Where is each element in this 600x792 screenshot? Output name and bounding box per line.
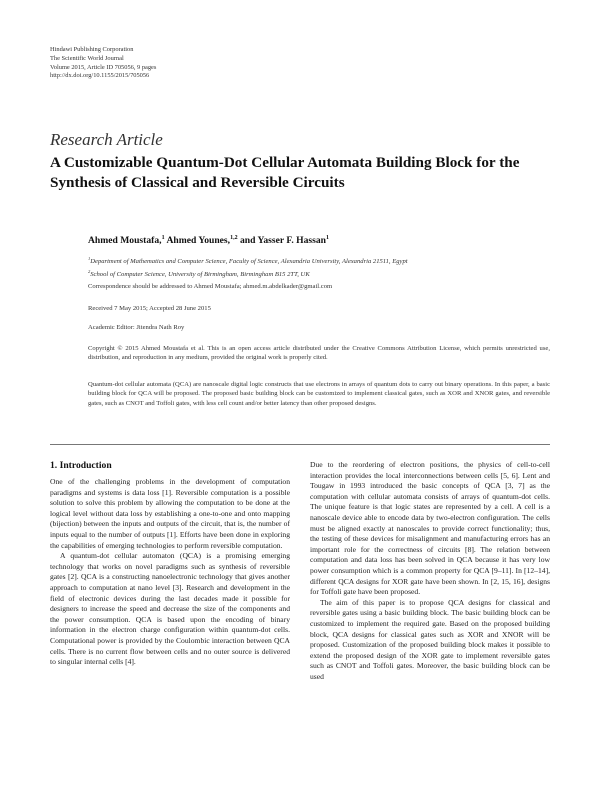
article-type: Research Article	[50, 130, 163, 149]
author-name: and Yasser F. Hassan	[239, 235, 326, 247]
affiliations	[88, 254, 550, 279]
publisher: Hindawi Publishing Corporation	[50, 46, 134, 53]
affiliation	[88, 254, 550, 267]
author-name: Ahmed Moustafa,	[88, 235, 162, 247]
abstract: Quantum-dot cellular automata (QCA) are nanoscale digital logic constructs that use electrons in arrays of quantum dots to carry out binary operations. In this paper, a basic building block for QCA will be proposed. The proposed basic building block can be customized to implement classical gates, such as XOR and XNOR gates, and reversible gates, such as CNOT and Toffoli gates, with less cell count and/or better latency than other proposed designs.	[88, 381, 550, 407]
volume-info: Volume 2015, Article ID 705056, 9 pages	[50, 63, 157, 71]
author-affiliation-mark: 1	[325, 235, 329, 241]
author-list	[88, 235, 329, 246]
divider	[50, 444, 550, 445]
journal-name: The Scientific World Journal	[50, 54, 124, 62]
affiliation-text: Department of Mathematics and Computer Science, Faculty of Science, Alexandria University, Alexandria 21511, Egypt	[90, 258, 408, 266]
affiliation	[88, 267, 550, 280]
author-affiliation-mark: 1	[161, 235, 165, 241]
author-affiliation-mark: 1,2	[230, 235, 238, 241]
paragraph: One of the challenging problems in the development of computation paradigms and systems is data loss [1]. Reversible computation is a possible solution to solve this problem by allowing the computation to be done at the logical level without data loss by establishing a one-to-one and onto mapping (bijection) between the inputs and outputs of the circuit, that is, the number of inputs equal to the number of outputs [1]. Efforts have been done in exploring the capabilities of emerging technologies to perform reversible computation.	[50, 477, 290, 550]
section-heading: 1. Introduction	[50, 460, 112, 471]
paragraph: A quantum-dot cellular automaton (QCA) is a promising emerging technology that works on novel paradigms such as synthesis of reversible gates [2]. QCA is a constructing nanoelectronic technology that gives another approach to computation at nano level [3]. Research and development in the field of electronic devices during the last decades made it possible for designers to increase the speed and decrease the size of the components and the power consumption. QCA is based upon the encoding of binary information in the electron charge configuration within quantum-dot cells. Computational power is provided by the Coulombic interaction between QCA cells. There is no current flow between cells and no outer source is delivered to singular internal cells [4].	[50, 551, 290, 667]
right-column	[310, 460, 550, 682]
copyright-notice: Copyright © 2015 Ahmed Moustafa et al. This is an open access article distributed under the Creative Commons Attribution License, which permits unrestricted use, distribution, and reproduction in any medium, provided the original work is properly cited.	[88, 345, 550, 362]
author-name: Ahmed Younes,	[166, 235, 231, 247]
paragraph: The aim of this paper is to propose QCA designs for classical and reversible gates using a basic building block. The basic building block can be customized to implement the required gate. Based on the proposed building block, QCA designs for classical gates such as XOR and XNOR will be proposed. Customization of the proposed building block makes it possible to extend the proposed design of the XOR gate to implement reversible gates such as CNOT and Toffoli gates. Moreover, the basic building block can be used	[310, 597, 550, 681]
left-column	[50, 477, 290, 668]
journal-info	[50, 46, 156, 81]
received-date: Received 7 May 2015; Accepted 28 June 2015	[88, 305, 211, 312]
affiliation-number: 2	[88, 268, 91, 274]
correspondence: Correspondence should be addressed to Ahmed Moustafa; ahmed.m.abdelkader@gmail.com	[88, 283, 333, 290]
doi-link[interactable]: http://dx.doi.org/10.1155/2015/705056	[50, 72, 150, 80]
affiliation-text: School of Computer Science, University of Birmingham, Birmingham B15 2TT, UK	[90, 270, 310, 278]
paragraph: Due to the reordering of electron positions, the physics of cell-to-cell interaction provides the local interconnections between cells [5, 6]. Lent and Tougaw in 1993 introduced the basic concepts of QCA [3, 7] as the computation with cellular automata consists of arrays of quantum-dot cells. The unique feature is that logic states are represented by a cell. A cell is a nanoscale device able to encode data by two-electron configuration. The cells must be aligned exactly at nanoscales to provide correct functionality; thus, the testing of these devices for misalignment and manufacturing errors has an important role for the correctness of circuits [8]. The relation between computation and data loss has been solved in QCA because it has very low power consumption which is a common property for QCA [9–11]. In [12–14], different QCA designs for XOR gate have been shown. In [2, 15, 16], designs for Toffoli gate have been proposed.	[310, 460, 550, 597]
affiliation-number: 1	[88, 256, 91, 261]
academic-editor: Academic Editor: Jitendra Nath Roy	[88, 324, 185, 331]
article-title: A Customizable Quantum-Dot Cellular Automata Building Block for the Synthesis of Classical and Reversible Circuits	[50, 154, 520, 191]
